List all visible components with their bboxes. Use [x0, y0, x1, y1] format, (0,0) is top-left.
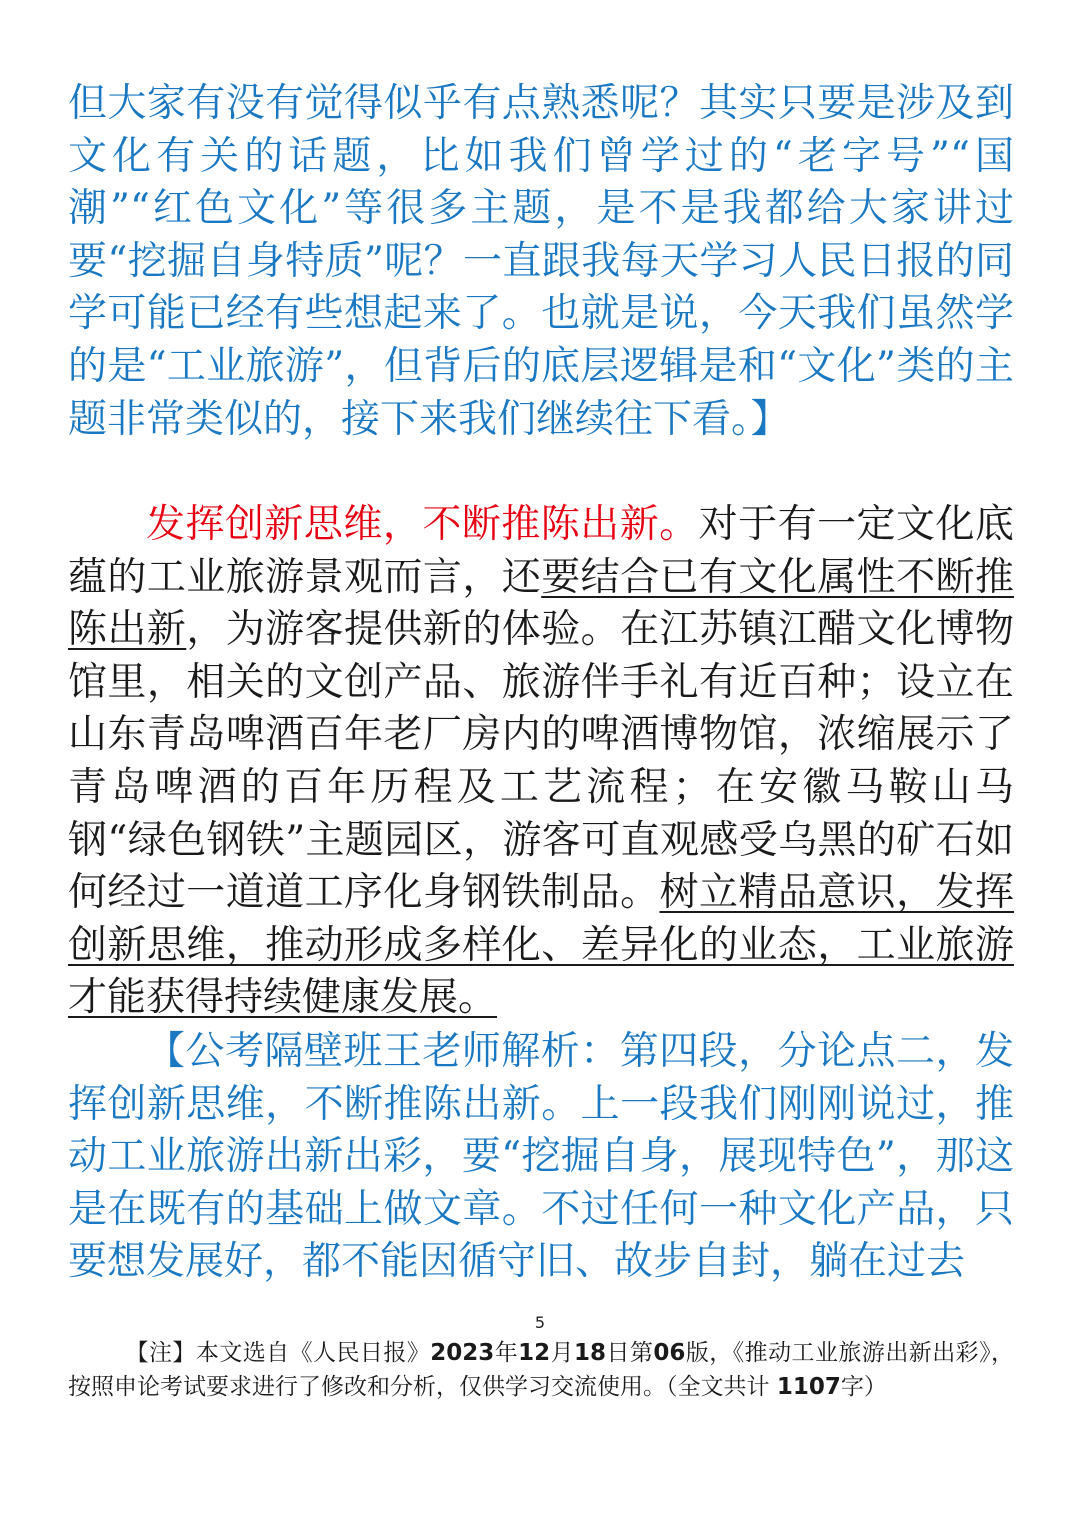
footnote-edition: 06 [653, 1340, 686, 1366]
analysis-paragraph: 【公考隔壁班王老师解析：第四段，分论点二，发挥创新思维，不断推陈出新。上一段我们刚刚说过，推动工业旅游出新出彩，要“挖掘自身，展现特色”，那这是在既有的基础上做文章。不过任何一种文化产品，只要想发展好，都不能因循守旧、故步自封，躺在过去 [68, 1029, 1014, 1285]
footnote-prefix: 【注】本文选自《人民日报》 [125, 1340, 431, 1366]
section-heading-red: 发挥创新思维，不断推陈出新。 [146, 502, 699, 547]
footnote-suffix: 字） [840, 1374, 887, 1400]
footnote-rest: 版，《推动工业旅游出新出彩》，按照申论考试要求进行了修改和分析，仅供学习交流使用。（全文共计 [68, 1340, 1015, 1400]
body-text-segment: 对于有一定文化底蕴的工业旅游景观而言，还 [68, 502, 1014, 600]
footnote-month: 12 [518, 1340, 551, 1366]
body-paragraph-innovation [68, 499, 1014, 1026]
footnote-year: 2023 [430, 1340, 495, 1366]
body-text-segment: ，为游客提供新的体验。在江苏镇江醋文化博物馆里，相关的文创产品、旅游伴手礼有近百种；设立在山东青岛啤酒百年老厂房内的啤酒博物馆，浓缩展示了青岛啤酒的百年历程及工艺流程；在安徽马鞍山马钢“绿色钢铁”主题园区，游客可直观感受乌黑的矿石如何经过一道道工序化身钢铁制品。 [68, 607, 1014, 916]
document-body [68, 78, 1014, 1296]
underlined-key-point: 要结合已有文化属性不断推陈出新 [68, 554, 1014, 653]
footnote-day-unit: 日第 [606, 1340, 654, 1366]
page-number: 5 [534, 1313, 546, 1332]
footnote-day: 18 [574, 1340, 607, 1366]
footnote-word-count: 1107 [776, 1374, 841, 1400]
underlined-conclusion: 树立精品意识，发挥创新思维，推动形成多样化、差异化的业态，工业旅游才能获得持续健康发展。 [68, 870, 1014, 1021]
analysis-paragraph-continued: 但大家有没有觉得似乎有点熟悉呢？其实只要是涉及到文化有关的话题，比如我们曾学过的“老字号”“国潮”“红色文化”等很多主题，是不是我都给大家讲过要“挖掘自身特质”呢？一直跟我每天学习人民日报的同学可能已经有些想起来了。也就是说，今天我们虽然学的是“工业旅游”，但背后的底层逻辑是和“文化”类的主题非常类似的，接下来我们继续往下看。】 [68, 81, 1014, 442]
source-footnote [68, 1336, 1014, 1404]
footnote-year-unit: 年 [494, 1340, 519, 1366]
footnote-month-unit: 月 [550, 1340, 575, 1366]
